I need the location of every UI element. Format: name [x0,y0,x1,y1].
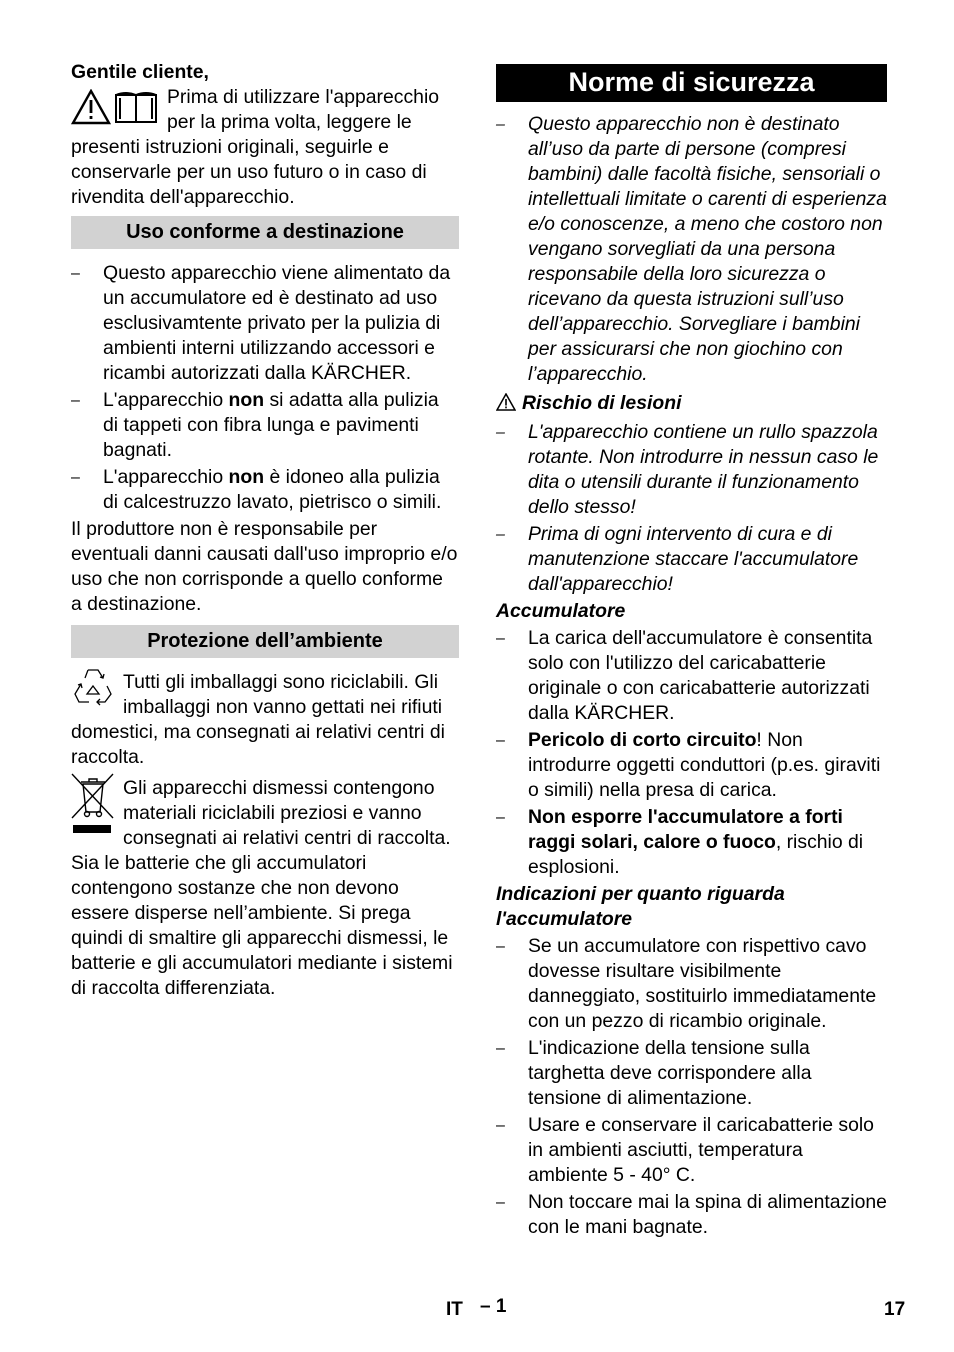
warning-icon [496,393,516,411]
list-item: – L'indicazione della tensione sulla targhetta deve corrispondere alla tensione di alimentazione. [496,1036,887,1111]
greeting: Gentile cliente, [71,61,209,83]
list-item: – Questo apparecchio viene alimentato da un accumulatore ed è destinato ad uso esclusivamtente privato per la pulizia di ambienti interni utilizzando accessori e ricambi autorizzati dalla KÄRCHER. [71,261,459,386]
list-item: – Non esporre l'accumulatore a forti raggi solari, calore o fuoco, rischio di esplosioni. [496,805,887,880]
weee-block [71,776,459,1001]
crossed-bin-icon [71,772,115,836]
recycle-text: Tutti gli imballaggi sono riciclabili. Gli imballaggi non vanno gettati nei rifiuti domestici, ma consegnati ai relativi centri di raccolta. [71,671,445,768]
weee-text: Gli apparecchi dismessi contengono materiali riciclabili preziosi e vanno consegnati ai relativi centri di raccolta. Sia le batterie che gli accumulatori contengono sostanze che non devono essere disperse nell’ambiente. Si prega quindi di smaltire gli apparecchi dismessi, le batterie e gli accumulatori mediante i sistemi di raccolta differenziata. [71,777,453,999]
list-item: – Non toccare mai la spina di alimentazione con le mani bagnate. [496,1190,887,1240]
footer-language: IT [446,1299,463,1320]
list-item: – La carica dell'accumulatore è consentita solo con l'utilizzo del caricabatterie originale o con caricabatterie autorizzati dalla KÄRCHER. [496,626,887,726]
recycle-icon [71,664,115,708]
footer-page-marker: – 1 [480,1296,507,1317]
list-item: – L'apparecchio contiene un rullo spazzola rotante. Non introdurre in nessun caso le dita o utensili durante il funzionamento dello stesso! [496,420,887,520]
list-item: – Usare e conservare il caricabatterie solo in ambienti asciutti, temperatura ambiente 5 - 40° C. [496,1113,887,1188]
intro-text: Prima di utilizzare l'apparecchio per la prima volta, leggere le presenti istruzioni originali, seguirle e conservarle per un uso futuro o in caso di rivendita dell'apparecchio. [71,86,440,208]
manual-book-icon [116,93,156,122]
injury-list [496,420,887,597]
section-title-ambiente: Protezione dell’ambiente [71,625,459,658]
warning-icon [71,89,159,125]
list-item: – Se un accumulatore con rispettivo cavo dovesse risultare visibilmente danneggiato, sostituirlo immediatamente con un pezzo di ricambio originale. [496,934,887,1034]
warning-manual-icons [71,89,159,125]
charger-list [496,934,887,1240]
list-item: – Questo apparecchio non è destinato all’uso da parte di persone (compresi bambini) dalle facoltà fisiche, sensoriali o intellettuali limitate o carenti di esperienza e/o conoscenze, a meno che costoro non vengano sorvegliati da una persona responsabile della loro sicurezza o ricevano da questa istruzioni sull’uso dell’apparecchio. Sorvegliare i bambini per assicurarsi che non giochino con l’apparecchio. [496,112,887,387]
battery-list [496,626,887,880]
manufacturer-note: Il produttore non è responsabile per eventuali danni causati dall'uso improprio e/o uso che non corrisponde a quello conforme a destinazione. [71,518,458,615]
safety-list [496,112,887,387]
section-title-uso: Uso conforme a destinazione [71,216,459,249]
list-item: – L'apparecchio non è idoneo alla pulizia di calcestruzzo lavato, pietrisco o simili. [71,465,459,515]
list-item: – Prima di ogni intervento di cura e di manutenzione staccare l'accumulatore dall'apparecchio! [496,522,887,597]
recycle-block [71,670,459,770]
battery-heading: Accumulatore [496,600,626,622]
uso-list [71,261,459,515]
left-column [71,60,459,1001]
charger-heading: Indicazioni per quanto riguarda l'accumulatore [496,883,785,930]
injury-heading: Rischio di lesioni [496,391,887,416]
right-column [496,60,887,1242]
page-number: 17 [884,1299,906,1320]
intro-block [71,85,459,210]
list-item: – L'apparecchio non si adatta alla pulizia di tappeti con fibra lunga e pavimenti bagnati. [71,388,459,463]
list-item: – Pericolo di corto circuito! Non introdurre oggetti conduttori (p.es. giraviti o simili) nella presa di carica. [496,728,887,803]
page-title: Norme di sicurezza [496,64,887,102]
